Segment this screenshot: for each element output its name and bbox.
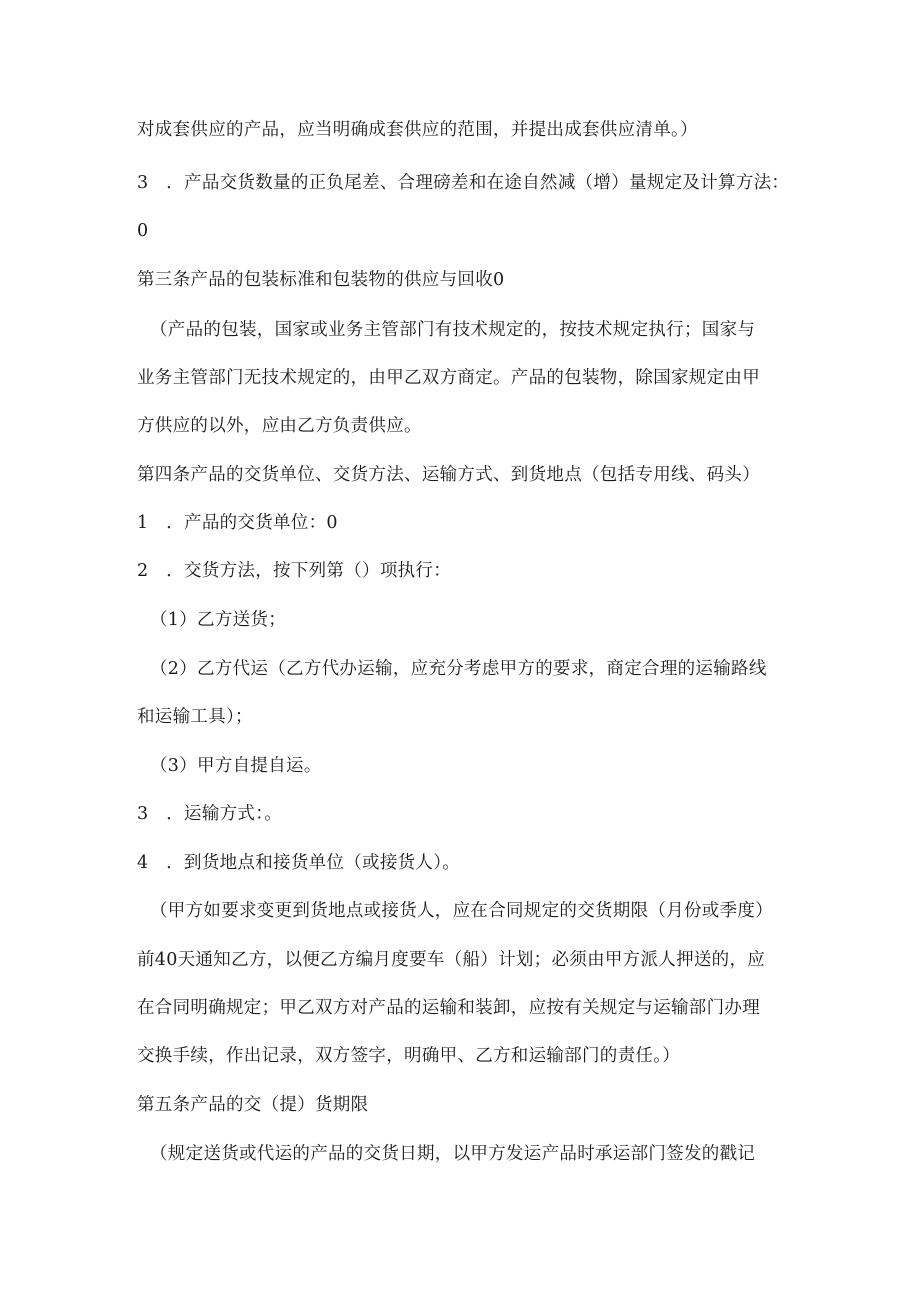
text-line-transport-method: 3 ．运输方式：。: [137, 804, 283, 824]
article-4-heading: 第四条产品的交货单位、交货方法、运输方式、到货地点（包括专用线、码头）: [137, 465, 760, 485]
text-line-option-2: （2）乙方代运（乙方代办运输，应充分考虑甲方的要求，商定合理的运输路线: [150, 659, 767, 679]
text-line-arrival-location: 4 ．到货地点和接货单位（或接货人）。: [137, 853, 461, 873]
text-line-change-notice-1: （甲方如要求变更到货地点或接货人，应在合同规定的交货期限（月份或季度）: [150, 901, 773, 921]
text-line-packaging-1: （产品的包装，国家或业务主管部门有技术规定的，按技术规定执行；国家与: [150, 320, 756, 340]
text-line-option-3: （3）甲方自提自运。: [150, 756, 322, 776]
text-line-delivery-date: （规定送货或代运的产品的交货日期，以甲方发运产品时承运部门签发的戳记: [150, 1144, 756, 1164]
text-line-change-notice-2: 前40天通知乙方，以便乙方编月度要车（船）计划；必须由甲方派人押送的，应: [137, 950, 766, 970]
text-line-option-1: （1）乙方送货；: [150, 610, 287, 630]
text-line-change-notice-3: 在合同明确规定；甲乙双方对产品的运输和装卸，应按有关规定与运输部门办理: [137, 998, 760, 1018]
text-line-delivery-method: 2 ．交货方法，按下列第（）项执行：: [137, 561, 452, 581]
text-line-packaging-2: 业务主管部门无技术规定的，由甲乙双方商定。产品的包装物，除国家规定由甲: [137, 368, 760, 388]
article-5-heading: 第五条产品的交（提）货期限: [137, 1095, 369, 1115]
text-line-packaging-3: 方供应的以外，应由乙方负责供应。: [137, 416, 422, 436]
text-line-zero: 0: [137, 221, 149, 241]
text-line-item-3-quantity-tolerance: 3 ．产品交货数量的正负尾差、合理磅差和在途自然减（增）量规定及计算方法：: [137, 173, 790, 193]
article-3-heading: 第三条产品的包装标准和包装物的供应与回收0: [137, 270, 505, 290]
text-line-change-notice-4: 交换手续，作出记录，双方签字，明确甲、乙方和运输部门的责任。）: [137, 1046, 681, 1066]
text-line-option-2-cont: 和运输工具）；: [137, 707, 253, 727]
text-line-complete-supply-note: 对成套供应的产品，应当明确成套供应的范围，并提出成套供应清单。）: [137, 120, 698, 140]
text-line-delivery-unit: 1 ．产品的交货单位：0: [137, 513, 338, 533]
